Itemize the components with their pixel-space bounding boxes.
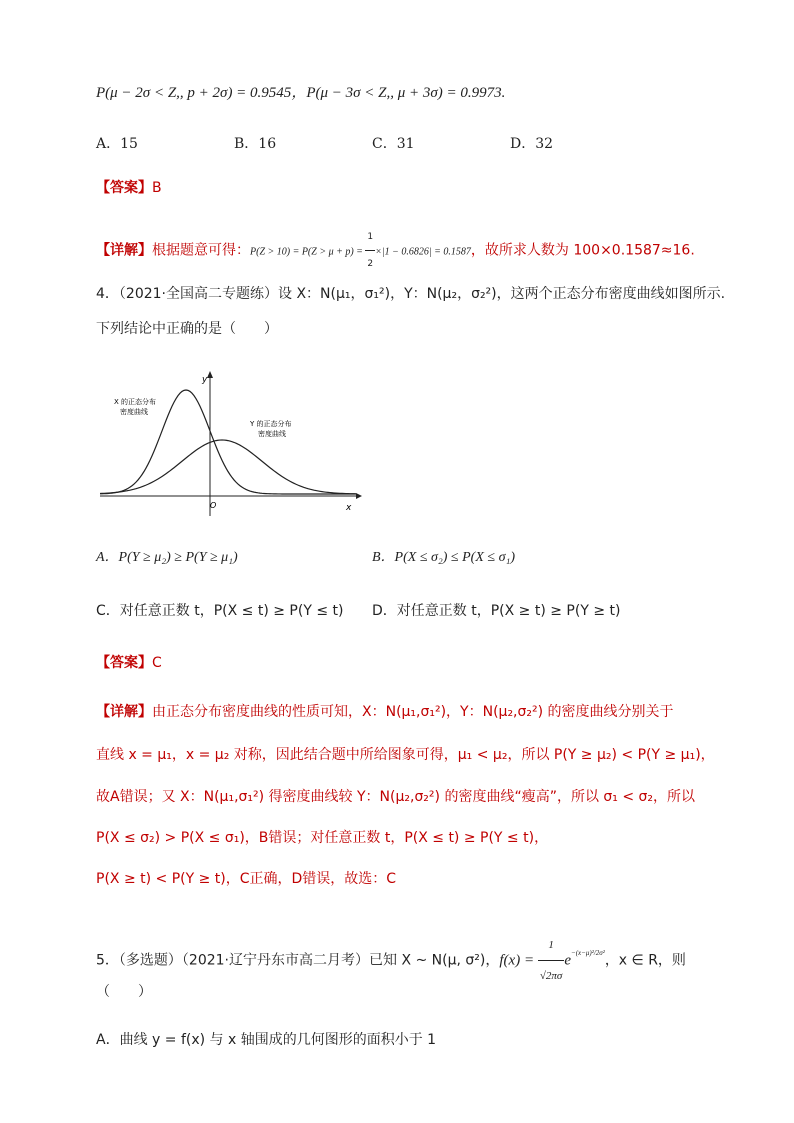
q5-fx: f(x) = (499, 952, 538, 969)
q5-number: 5． (96, 952, 119, 969)
q4-detail-line1 (96, 702, 674, 722)
origin-label: O (210, 501, 217, 510)
q3-detail-tag: 【详解】 (96, 242, 152, 259)
q4-detail-tag: 【详解】 (96, 704, 152, 720)
q3-detail-fraction: $\frac{1}{2}$ (365, 224, 375, 277)
q3-option-d: D．32 (510, 136, 554, 152)
q4-detail-text1: 由正态分布密度曲线的性质可知，X：N(μ₁,σ₁²)，Y：N(μ₂,σ₂²) 的密度曲线分别关于 (152, 704, 674, 720)
q5-lead: 已知 X ~ N(μ, σ²)， (369, 952, 500, 969)
top-formula-part1: P(μ − 2σ < Z,, p + 2σ) = 0.9545 (96, 85, 292, 101)
q4-option-a: A．P(Y ≥ μ₂) ≥ P(Y ≥ μ₁) (96, 550, 238, 565)
q3-detail-lead: 根据题意可得： (152, 242, 250, 259)
q3-answer-value: B (152, 180, 162, 196)
y-curve-label-2: 密度曲线 (258, 430, 286, 438)
q5-stem-line2: （ ） (96, 984, 152, 1000)
y-curve-label-1: Y 的正态分布 (250, 420, 292, 428)
q4-text1: 设 X：N(μ₁，σ₁²)，Y：N(μ₂，σ₂²)，这两个正态分布密度曲线如图所示. (278, 286, 726, 302)
q3-answer (96, 178, 162, 198)
x-axis-arrow (356, 493, 362, 499)
q3-option-c: C．31 (372, 136, 415, 152)
q4-option-d: D．对任意正数 t，P(X ≥ t) ≥ P(Y ≥ t) (372, 603, 621, 619)
y-density-curve (100, 440, 356, 494)
q4-number: 4． (96, 286, 119, 302)
q3-detail-formula-b: ×|1 − 0.6826| = 0.1587 (375, 246, 471, 258)
q5-exponent: −(x−μ)²/2σ² (570, 948, 605, 957)
q5-source: （2021·辽宁丹东市高二月考） (181, 952, 370, 969)
q4-detail-line5: P(X ≥ t) < P(Y ≥ t)，C正确，D错误，故选：C (96, 871, 397, 887)
x-curve-label-1: X 的正态分布 (114, 398, 157, 406)
q4-detail-line3: 故A错误；又 X：N(μ₁,σ₁²) 得密度曲线较 Y：N(μ₂,σ₂²) 的密度曲线“瘦高”，所以 σ₁ < σ₂，所以 (96, 789, 696, 805)
q5-option-a: A．曲线 y = f(x) 与 x 轴围成的几何图形的面积小于 1 (96, 1032, 437, 1048)
q4-stem-line1 (96, 284, 725, 304)
q5-tail: ，x ∈ R，则 (604, 952, 686, 969)
top-formula-part2: P(μ − 3σ < Z,, μ + 3σ) = 0.9973. (306, 85, 506, 101)
x-curve-label-2: 密度曲线 (120, 408, 148, 416)
q3-option-a: A．15 (96, 136, 138, 152)
q5-tag: （多选题） (118, 952, 182, 969)
top-formula (96, 82, 505, 103)
q3-detail-formula-a: P(Z > 10) = P(Z > μ + p) = (250, 246, 366, 258)
q4-detail-line4: P(X ≤ σ₂) > P(X ≤ σ₁)，B错误；对任意正数 t，P(X ≤ t) ≥ P(Y ≤ t)， (96, 830, 549, 846)
q4-source: （2021·全国高二专题练） (118, 286, 279, 302)
y-axis-arrow (207, 371, 213, 378)
q3-detail (96, 224, 695, 269)
q4-stem-line2: 下列结论中正确的是（ ） (96, 321, 278, 337)
q3-answer-tag: 【答案】 (96, 180, 152, 196)
q4-answer-value: C (152, 655, 162, 671)
axis-label-y: y (202, 375, 208, 385)
q3-detail-tail: ，故所求人数为 100×0.1587≈16. (470, 242, 695, 259)
q5-stem-line1 (96, 930, 686, 982)
q4-option-b: B．P(X ≤ σ₂) ≤ P(X ≤ σ₁) (372, 550, 516, 565)
q5-exp-base: e (564, 952, 571, 969)
q3-option-b: B．16 (234, 136, 277, 152)
q4-detail-line2: 直线 x = μ₁，x = μ₂ 对称，因此结合题中所给图象可得，μ₁ < μ₂，所以 P(Y ≥ μ₂) < P(Y ≥ μ₁)， (96, 747, 715, 763)
q4-answer-tag: 【答案】 (96, 655, 152, 671)
top-formula-sep: ， (291, 83, 307, 101)
normal-density-figure (100, 366, 362, 516)
q4-option-c: C．对任意正数 t，P(X ≤ t) ≥ P(Y ≤ t) (96, 603, 344, 619)
q5-fraction: $\frac{1}{√2\pi\sigma}$ (538, 930, 564, 991)
axis-label-x: x (346, 503, 352, 513)
q4-answer (96, 653, 162, 673)
